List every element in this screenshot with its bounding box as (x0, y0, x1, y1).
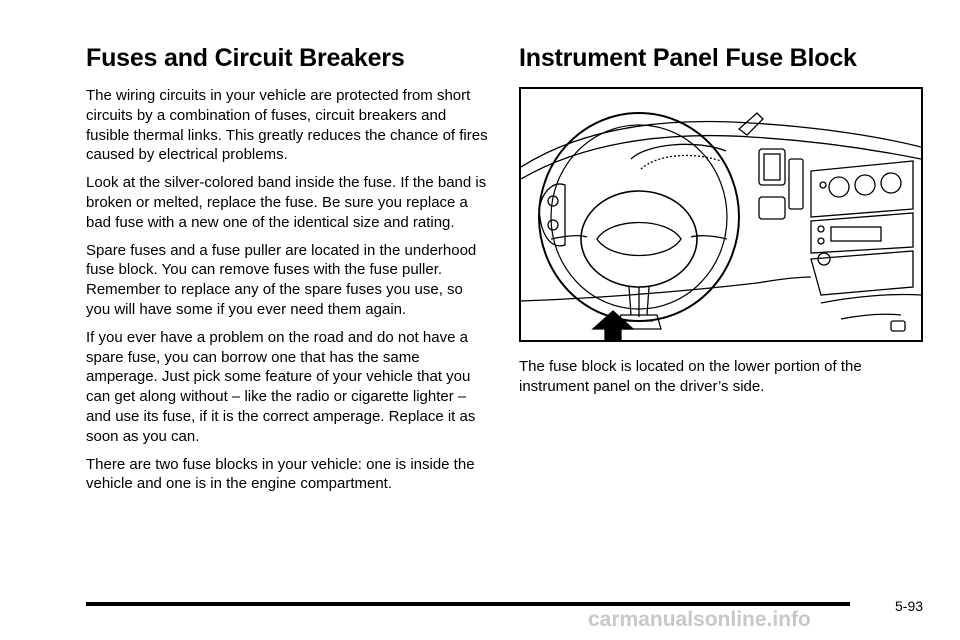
paragraph: There are two fuse blocks in your vehicle: one is inside the vehicle and one is in the engine compartment. (86, 455, 475, 493)
section-heading-fuse-block: Instrument Panel Fuse Block (519, 44, 857, 72)
section-heading-fuses: Fuses and Circuit Breakers (86, 44, 405, 72)
figure-caption: The fuse block is located on the lower portion of the instrument panel on the driver’s side. (519, 358, 862, 395)
paragraph: Look at the silver-colored band inside the fuse. If the band is broken or melted, replace the fuse. Be sure you replace a bad fuse with a new one of the identical size and rating. (86, 174, 487, 231)
footer-rule (86, 602, 850, 606)
page-number: 5-93 (895, 598, 924, 614)
body-text (86, 86, 490, 502)
paragraph: Spare fuses and a fuse puller are located in the underhood fuse block. You can remove fuses with the fuse puller. Remember to replace any of the spare fuses you use, so you will have some if you ever need them again. (86, 241, 477, 318)
watermark: carmanualsonline.info (588, 608, 811, 631)
paragraph: The wiring circuits in your vehicle are protected from short circuits by a combination of fuses, circuit breakers and fusible thermal links. This greatly reduces the chance of fires caused by electrical problems. (86, 87, 488, 164)
paragraph: If you ever have a problem on the road and do not have a spare fuse, you can borrow one that has the same amperage. Just pick some feature of your vehicle that you can get along without – like the radio or cigarette lighter – and use its fuse, if it is the correct amperage. Replace it as soon as you can. (86, 328, 476, 445)
instrument-panel-illustration (519, 87, 923, 342)
